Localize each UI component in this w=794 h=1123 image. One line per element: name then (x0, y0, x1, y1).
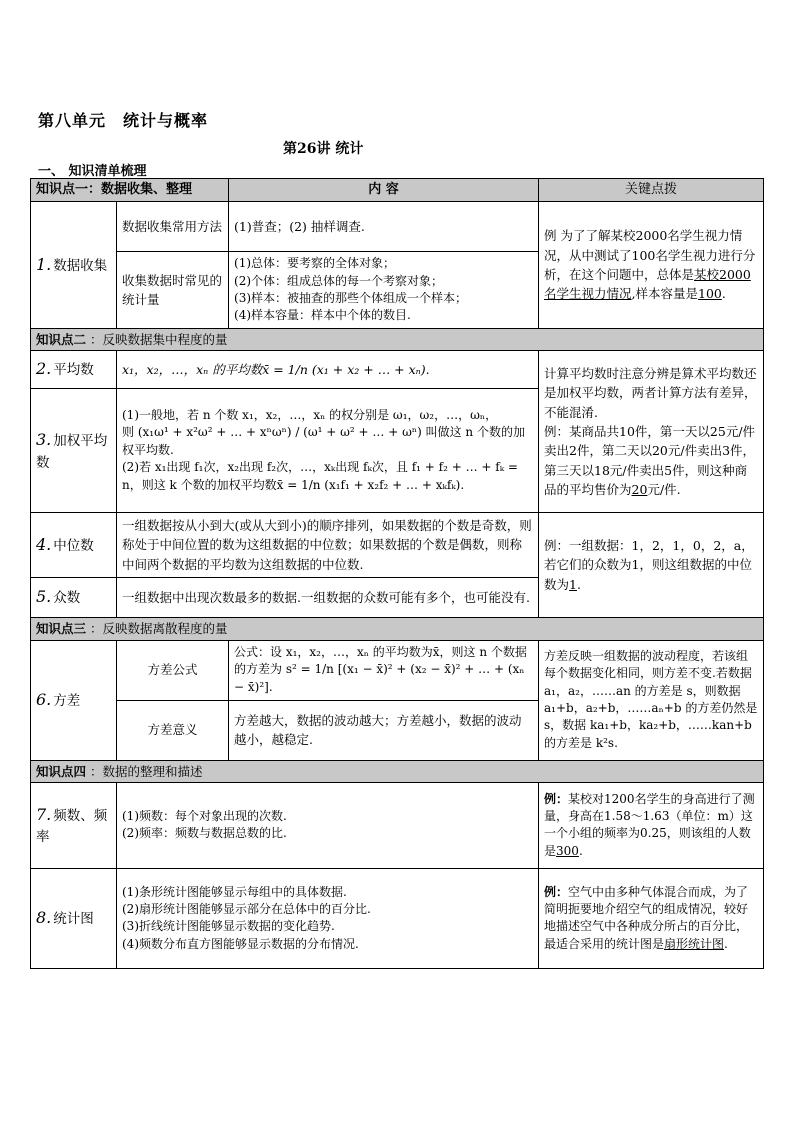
table-row (31, 782, 764, 868)
table-row (31, 202, 764, 252)
section-row (31, 760, 764, 782)
median-content: 一组数据按从小到大(或从大到小)的顺序排列，如果数据的个数是奇数，则称处于中间位置的数为这组数据的中位数；如果数据的个数是偶数，则称中间两个数据的平均数为这组数据的中位数. (117, 513, 539, 578)
row-label-mode: 5. 众数 (31, 578, 117, 618)
methods-content: (1)普查；(2) 抽样调查. (229, 202, 539, 252)
row-label-variance: 6. 方差 (31, 640, 117, 760)
header-content: 内 容 (229, 179, 539, 202)
meaning-content: 方差越大，数据的波动越大；方差越小，数据的波动越小，越稳定. (229, 700, 539, 760)
row-label-median: 4. 中位数 (31, 513, 117, 578)
variance-tip: 方差反映一组数据的波动程度，若该组每个数据变化相同，则方差不变.若数据 a₁，a₂，……an 的方差是 s，则数据 a₁+b，a₂+b，……aₙ+b 的方差仍然是 s，数据 ka₁+b，ka₂+b，……kan+b 的方差是 k²s. (539, 640, 764, 760)
quantities-content: (1)总体：要考察的全体对象； (2)个体：组成总体的每一个考察对象； (3)样本：被抽查的那些个体组成一个样本； (4)样本容量：样本中个体的数目. (229, 252, 539, 329)
weighted-content: (1)一般地，若 n 个数 x₁，x₂，…，xₙ 的权分别是 ω₁，ω₂，…，ωₙ， 则 (x₁ω¹ + x²ω² + … + xⁿωⁿ) / (ω¹ + ω² + … + ωⁿ) 叫做这 n 个数的加权平均数. (2)若 x₁出现 f₁次，x₂出现 f₂次，…，xₖ出现 fₖ次，且 f₁ + f₂ + … + fₖ = n，则这 k 个数的加权平均数x̄ = 1/n (x₁f₁ + x₂f₂ + … + xₖfₖ). (117, 389, 539, 513)
section4-name: 知识点四 (36, 763, 87, 779)
row-label-weighted: 3. 加权平均数 (31, 389, 117, 513)
section-row (31, 618, 764, 640)
row-label-charts: 8. 统计图 (31, 868, 117, 968)
table-header-row (31, 179, 764, 202)
methods-label: 数据收集常用方法 (117, 202, 229, 252)
row-label-frequency: 7. 频数、频率 (31, 782, 117, 868)
answer-sample-size: 100 (698, 286, 722, 302)
formula-label: 方差公式 (117, 640, 229, 700)
collect-tip: 例 为了了解某校2000名学生视力情况，从中测试了100名学生视力进行分析，在这个问题中，总体是某校2000名学生视力情况,样本容量是100. (539, 202, 764, 329)
section2-desc: ：反映数据集中程度的量 (90, 331, 228, 347)
answer-average-price: 20 (631, 482, 648, 498)
row-label-mean: 2. 平均数 (31, 351, 117, 389)
table-row (31, 351, 764, 389)
table-row (31, 868, 764, 968)
section-row (31, 328, 764, 350)
quantities-label: 收集数据时常见的统计量 (117, 252, 229, 329)
header-section1: 知识点一：数据收集、整理 (31, 179, 229, 202)
mean-content: x₁，x₂，…，xₙ 的平均数x̄ = 1/n (x₁ + x₂ + … + xₙ). (117, 351, 539, 389)
frequency-tip: 例：某校对1200名学生的身高进行了测量，身高在1.58～1.63（单位：m）这一个小组的频率为0.25，则该组的人数是300. (539, 782, 764, 868)
section3-name: 知识点三 (36, 621, 87, 637)
answer-group-count: 300 (556, 843, 579, 858)
formula-content: 公式：设 x₁，x₂，…，xₙ 的平均数为x̄，则这 n 个数据 的方差为 s² = 1/n [(x₁ − x̄)² + (x₂ − x̄)² + … + (xₙ − x̄)²]. (229, 640, 539, 700)
answer-chart-type: 扇形统计图 (664, 936, 725, 951)
charts-content: (1)条形统计图能够显示每组中的具体数据. (2)扇形统计图能够显示部分在总体中的百分比. (3)折线统计图能够显示数据的变化趋势. (4)频数分布直方图能够显示数据的分布情况. (117, 868, 539, 968)
mode-content: 一组数据中出现次数最多的数据.一组数据的众数可能有多个，也可能没有. (117, 578, 539, 618)
lesson-title: 第26讲 统计 (283, 141, 364, 157)
table-row (31, 513, 764, 578)
unit-title: 第八单元 统计与概率 (38, 111, 209, 130)
median-tip: 例：一组数据：1，2，1，0，2，a，若它们的众数为1，则这组数据的中位数为1. (539, 513, 764, 618)
meaning-label: 方差意义 (117, 700, 229, 760)
charts-tip: 例：空气中由多种气体混合而成，为了简明扼要地介绍空气的组成情况，较好地描述空气中各种成分所占的百分比，最适合采用的统计图是扇形统计图. (539, 868, 764, 968)
section-title: 一、 知识清单梳理 (38, 160, 147, 179)
header-tips: 关键点拨 (539, 179, 764, 202)
answer-population: 某校2000名学生视力情况 (544, 266, 751, 302)
knowledge-table (30, 178, 764, 969)
frequency-content: (1)频数：每个对象出现的次数. (2)频率：频数与数据总数的比. (117, 782, 539, 868)
section2-name: 知识点二 (36, 331, 87, 347)
section4-desc: ：数据的整理和描述 (90, 763, 203, 779)
mean-tip: 计算平均数时注意分辨是算术平均数还是加权平均数，两者计算方法有差异，不能混淆. 例：某商品共10件，第一天以25元/件卖出2件，第二天以20元/件卖出3件，第三天以18元/件卖出5件，则这种商品的平均售价为20元/件. (539, 351, 764, 513)
section3-desc: ：反映数据离散程度的量 (90, 621, 228, 637)
table-row (31, 640, 764, 700)
answer-median: 1 (569, 576, 577, 592)
row-label-collect: 1. 数据收集 (31, 202, 117, 329)
